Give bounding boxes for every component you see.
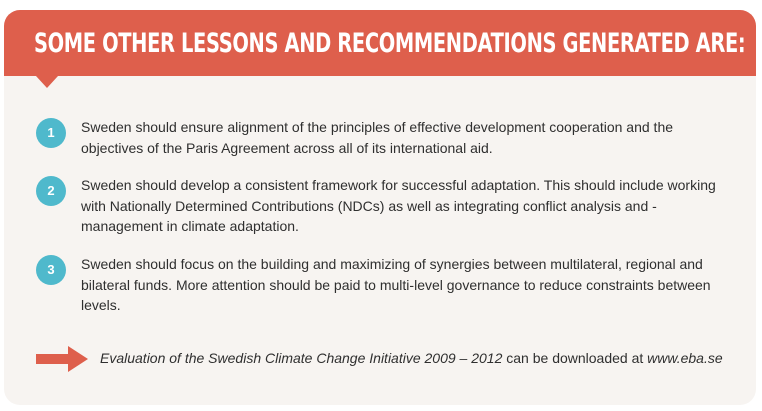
recommendation-text-2: Sweden should develop a consistent framework for successful adaptation. This should include working with Nationally Determined Contributions (NDCs) as well as integrating conflict analysis and -management in climate adaptation. — [81, 177, 716, 234]
number-badge-1: 1 — [36, 118, 66, 148]
download-note-text: can be downloaded at — [502, 350, 648, 366]
number-badge-2: 2 — [36, 176, 66, 206]
arrow-right-icon — [36, 346, 88, 372]
download-note — [100, 348, 740, 369]
recommendation-text-3: Sweden should focus on the building and maximizing of synergies between multilateral, regional and bilateral funds. More attention should be paid to multi-level governance to reduce constraints between levels. — [81, 256, 711, 313]
report-title: Evaluation of the Swedish Climate Change Initiative 2009 – 2012 — [100, 350, 503, 366]
header-pointer — [36, 76, 58, 88]
header-title: SOME OTHER LESSONS AND RECOMMENDATIONS GENERATED ARE: — [34, 28, 746, 59]
number-badge-3: 3 — [36, 255, 66, 285]
recommendation-text-1: Sweden should ensure alignment of the principles of effective development cooperation and the objectives of the Paris Agreement across all of its international aid. — [81, 119, 674, 156]
download-link[interactable]: www.eba.se — [647, 350, 723, 366]
